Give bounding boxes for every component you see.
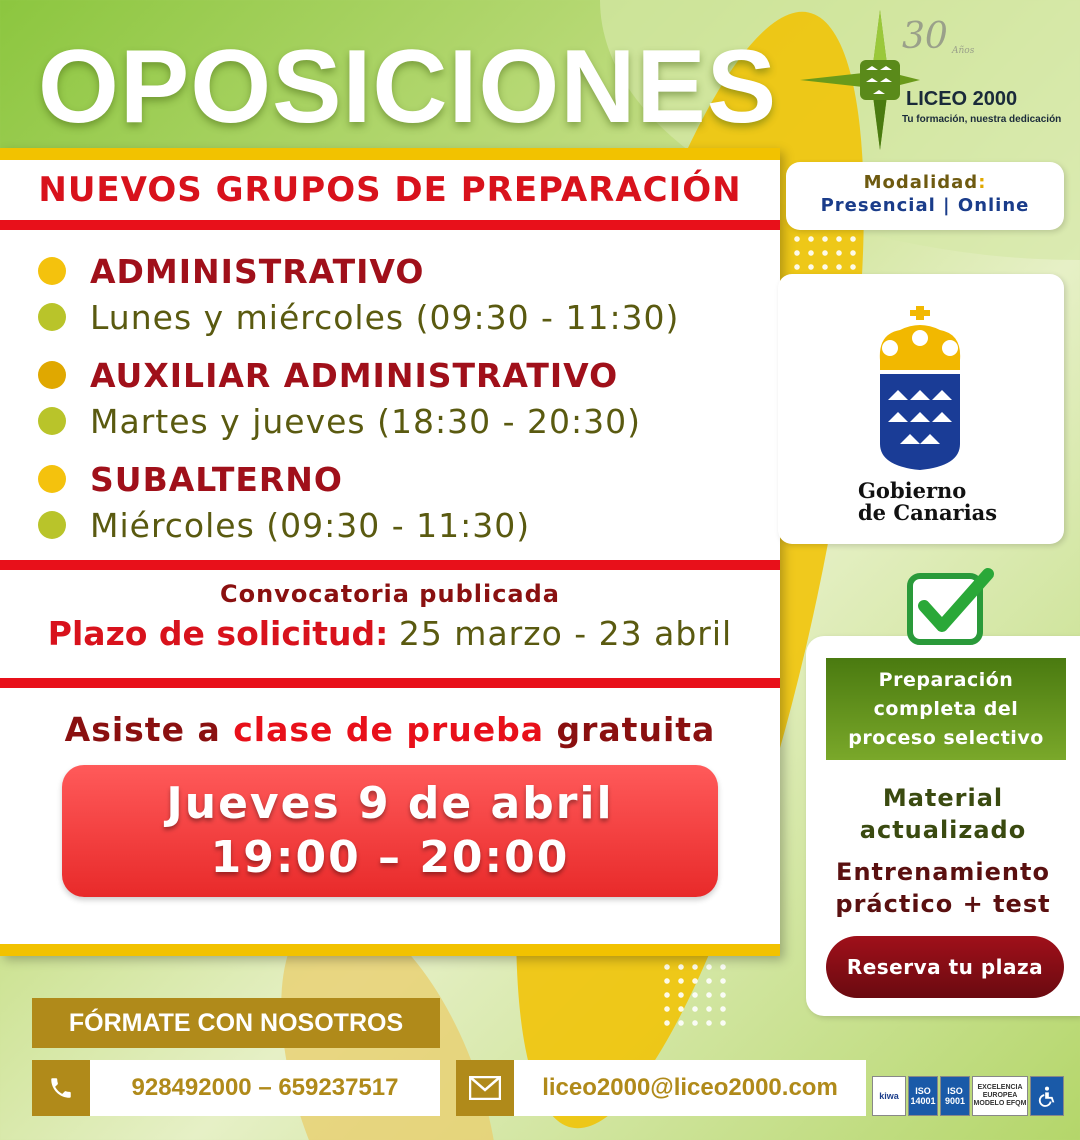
trial-post: gratuita: [544, 710, 716, 749]
preparation-heading: [826, 658, 1066, 760]
efqm-text: EUROPEA: [982, 1092, 1018, 1099]
card-heading-text: NUEVOS GRUPOS DE PREPARACIÓN: [38, 170, 742, 210]
iso-number: 9001: [944, 1096, 966, 1106]
efqm-badge: [972, 1076, 1028, 1116]
course-schedule-row: [38, 294, 780, 340]
prep-head-line: completa del: [873, 698, 1019, 720]
course-name: ADMINISTRATIVO: [90, 251, 425, 291]
modalidad-label: Modalidad: [863, 172, 979, 193]
course-schedule: Martes y jueves (18:30 - 20:30): [90, 401, 641, 441]
liceo-logo[interactable]: [800, 10, 1060, 150]
iso-9001-badge: [940, 1076, 970, 1116]
bullet-icon: [38, 257, 66, 285]
reserve-button[interactable]: Reserva tu plaza: [826, 936, 1064, 998]
course-schedule: Lunes y miércoles (09:30 - 11:30): [90, 297, 680, 337]
envelope-icon: [456, 1060, 514, 1116]
course-schedule-row: [38, 502, 780, 548]
course-name-row: [38, 352, 780, 398]
training-line: Entrenamiento: [836, 858, 1050, 886]
modalidad-options: Presencial | Online: [820, 195, 1030, 216]
decorative-dots: [660, 960, 730, 1030]
card-heading: [0, 160, 780, 230]
training-line: práctico + test: [835, 890, 1051, 918]
trial-pre: Asiste a: [64, 710, 234, 749]
trial-date: Jueves 9 de abril: [166, 778, 614, 829]
phone-contact[interactable]: [32, 1060, 440, 1116]
kiwa-badge: [872, 1076, 906, 1116]
bullet-icon: [38, 465, 66, 493]
bullet-icon: [38, 361, 66, 389]
trial-date-box: [62, 765, 718, 897]
iso-14001-badge: [908, 1076, 938, 1116]
bullet-icon: [38, 407, 66, 435]
logo-years: 30: [902, 16, 948, 57]
efqm-text: EXCELENCIA: [977, 1084, 1023, 1091]
plazo-line: [0, 614, 780, 653]
material-line: Material: [882, 784, 1004, 812]
bullet-icon: [38, 303, 66, 331]
iso-number: 14001: [910, 1096, 936, 1106]
trial-section: [0, 688, 780, 897]
prep-head-line: Preparación: [878, 669, 1014, 691]
gobierno-name: [858, 480, 997, 524]
convocatoria-text: Convocatoria publicada: [219, 580, 560, 608]
training-text: [806, 856, 1080, 920]
gobierno-line2: de Canarias: [858, 500, 998, 525]
trial-headline: [0, 710, 780, 749]
trial-time: 19:00 – 20:00: [210, 832, 570, 883]
gobierno-line1: Gobierno: [858, 478, 967, 503]
material-text: [806, 782, 1080, 846]
bullet-icon: [38, 511, 66, 539]
course-schedule-row: [38, 398, 780, 444]
main-card: [0, 148, 780, 956]
page-title: OPOSICIONES: [38, 29, 778, 145]
email-address[interactable]: liceo2000@liceo2000.com: [514, 1060, 866, 1116]
gobierno-canarias-box: [778, 274, 1064, 544]
course-name-row: [38, 456, 780, 502]
plazo-value: 25 marzo - 23 abril: [398, 614, 733, 653]
trial-highlight: clase de prueba: [233, 710, 545, 749]
logo-name: LICEO 2000: [906, 88, 1018, 110]
course-name-row: [38, 248, 780, 294]
course-name: AUXILIAR ADMINISTRATIVO: [90, 355, 619, 395]
iso-text: ISO: [915, 1086, 931, 1096]
formate-banner: FÓRMATE CON NOSOTROS: [32, 998, 440, 1048]
plazo-label: Plazo de solicitud:: [47, 614, 389, 653]
convocatoria-section: [0, 570, 780, 688]
logo-tagline: Tu formación, nuestra dedicación: [902, 114, 1062, 125]
efqm-text: MODELO EFQM: [973, 1100, 1027, 1107]
accessibility-icon: [1030, 1076, 1064, 1116]
certification-badges: [872, 1076, 1076, 1116]
checkmark-icon: [904, 566, 994, 648]
course-list: [0, 230, 780, 570]
kiwa-text: kiwa: [879, 1091, 899, 1101]
course-schedule: Miércoles (09:30 - 11:30): [90, 505, 531, 545]
logo-years-word: Años: [952, 46, 975, 56]
gobierno-coat-of-arms-icon: [870, 304, 970, 474]
modalidad-colon: :: [978, 172, 987, 193]
email-contact[interactable]: [456, 1060, 866, 1116]
phone-icon: [32, 1060, 90, 1116]
course-name: SUBALTERNO: [90, 459, 343, 499]
modalidad-box: [786, 162, 1064, 230]
iso-text: ISO: [947, 1086, 963, 1096]
preparation-box: [806, 636, 1080, 1016]
phone-number[interactable]: 928492000 – 659237517: [90, 1060, 440, 1116]
modalidad-label-line: [786, 172, 1064, 193]
prep-head-line: proceso selectivo: [848, 727, 1044, 749]
material-line: actualizado: [859, 816, 1027, 844]
